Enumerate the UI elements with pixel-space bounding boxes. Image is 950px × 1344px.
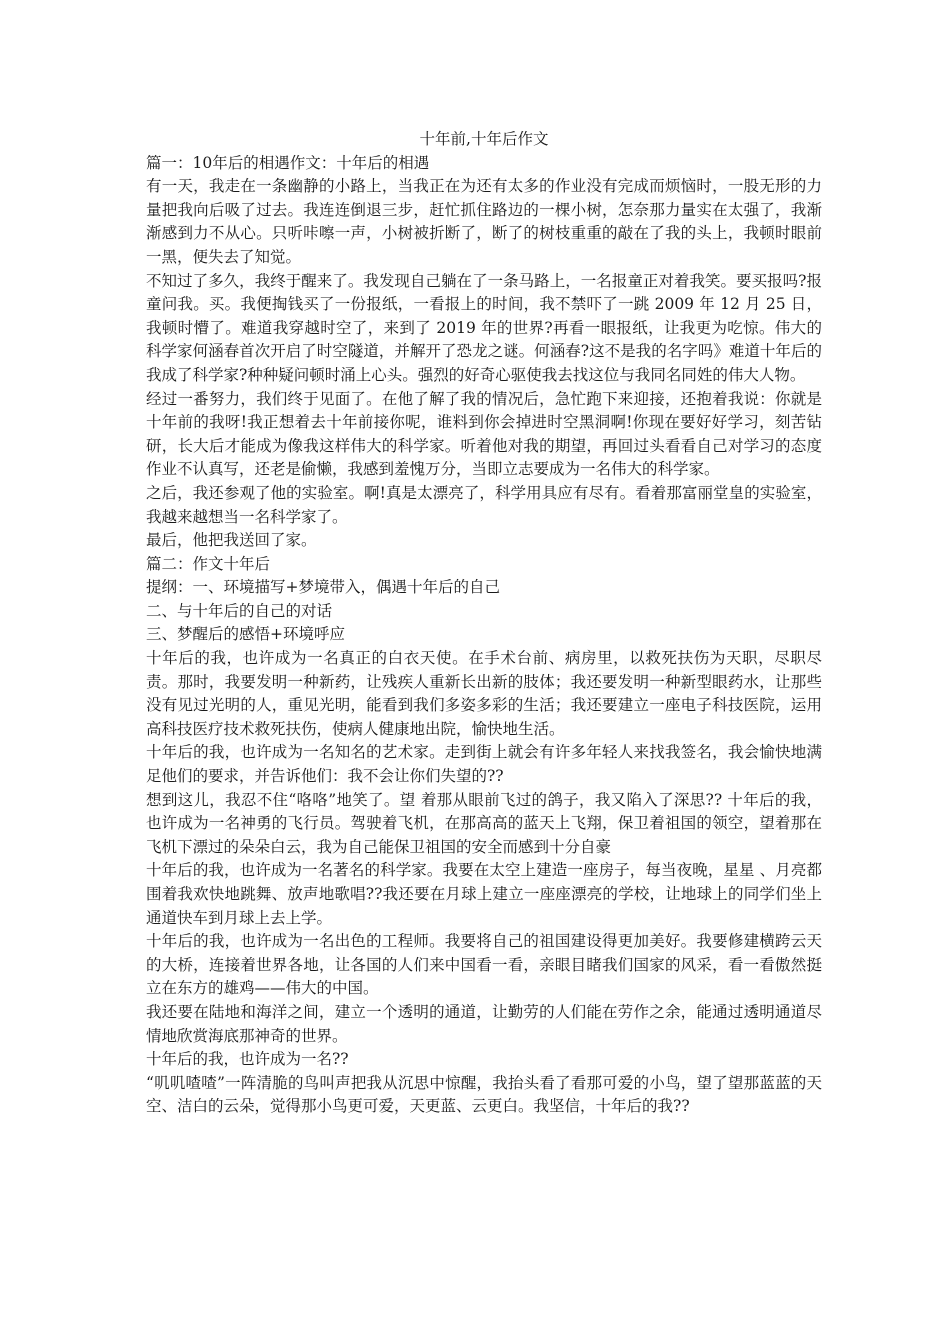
paragraph: 十年后的我，也许成为一名真正的白衣天使。在手术台前、病房里，以救死扶伤为天职，尽职尽责。那时，我要发明一种新药，让残疾人重新长出新的肢体；我还要发明一种新型眼药水，让那些没有见过光明的人，重见光明，能看到我们多姿多彩的生活；我还要建立一座电子科技医院，运用高科技医疗技术救死扶伤，使病人健康地出院，愉快地生活。 bbox=[146, 649, 822, 738]
paragraph: 经过一番努力，我们终于见面了。在他了解了我的情况后，急忙跑下来迎接，还抱着我说：你就是十年前的我呀!我正想着去十年前接你呢，谁料到你会掉进时空黑洞啊!你现在要好好学习，刻苦钻研，长大后才能成为像我这样伟大的科学家。听着他对我的期望，再回过头看看自己对学习的态度作业不认真写，还老是偷懒，我感到羞愧万分，当即立志要成为一名伟大的科学家。 bbox=[146, 389, 822, 479]
paragraph: 我还要在陆地和海洋之间，建立一个透明的通道，让勤劳的人们能在劳作之余，能通过透明通道尽情地欣赏海底那神奇的世界。 bbox=[146, 1002, 822, 1045]
paragraph: 之后，我还参观了他的实验室。啊!真是太漂亮了，科学用具应有尽有。看着那富丽堂皇的实验室，我越来越想当一名科学家了。 bbox=[146, 483, 822, 526]
paragraph: 想到这儿，我忍不住“咯咯”地笑了。望 着那从眼前飞过的鸽子，我又陷入了深思?? 十年后的我，也许成为一名神勇的飞行员。驾驶着飞机，在那高高的蓝天上飞翔，保卫着祖国的领空，望着那在飞机下漂过的朵朵白云，我为自己能保卫祖国的安全而感到十分自豪 bbox=[146, 790, 822, 856]
paragraph: 十年后的我，也许成为一名知名的艺术家。走到街上就会有许多年轻人来找我签名，我会愉快地满足他们的要求，并告诉他们：我不会让你们失望的?? bbox=[146, 743, 822, 786]
paragraph: 不知过了多久，我终于醒来了。我发现自己躺在了一条马路上，一名报童正对着我笑。要买报吗?报童问我。买。我便掏钱买了一份报纸，一看报上的时间，我不禁吓了一跳 2009 年 12 月 25 日，我顿时懵了。难道我穿越时空了，来到了 2019 年的世界?再看一眼报纸，让我更为吃惊。伟大的科学家何涵春首次开启了时空隧道，并解开了恐龙之谜。何涵春?这不是我的名字吗》难道十年后的我成了科学家?种种疑问顿时涌上心头。强烈的好奇心驱使我去找这位与我同名同姓的伟大人物。 bbox=[146, 271, 822, 384]
document-page bbox=[146, 128, 822, 1119]
paragraph: 最后，他把我送回了家。 bbox=[146, 531, 317, 550]
paragraph: 篇一：10年后的相遇作文：十年后的相遇 bbox=[146, 153, 430, 172]
paragraph: 十年后的我，也许成为一名著名的科学家。我要在太空上建造一座房子，每当夜晚，星星 、月亮都围着我欢快地跳舞、放声地歌唱??我还要在月球上建立一座座漂亮的学校，让地球上的同学们坐上通道快车到月球上去上学。 bbox=[146, 861, 822, 927]
paragraph: 十年后的我，也许成为一名?? bbox=[146, 1050, 349, 1069]
paragraph: 有一天，我走在一条幽静的小路上，当我正在为还有太多的作业没有完成而烦恼时，一股无形的力量把我向后吸了过去。我连连倒退三步，赶忙抓住路边的一棵小树，怎奈那力量实在太强了，我渐渐感到力不从心。只听咔嚓一声，小树被折断了，断了的树枝重重的敲在了我的头上，我顿时眼前一黑，便失去了知觉。 bbox=[146, 177, 822, 266]
paragraph: 十年后的我，也许成为一名出色的工程师。我要将自己的祖国建设得更加美好。我要修建横跨云天的大桥，连接着世界各地，让各国的人们来中国看一看，亲眼目睹我们国家的风采，看一看傲然挺立在东方的雄鸡——伟大的中国。 bbox=[146, 932, 822, 998]
paragraph: 二、与十年后的自己的对话 bbox=[146, 601, 333, 620]
paragraph: 提纲：一、环境描写+梦境带入，偶遇十年后的自己 bbox=[146, 578, 500, 597]
document-title: 十年前,十年后作文 bbox=[419, 130, 549, 148]
paragraph: “叽叽喳喳”一阵清脆的鸟叫声把我从沉思中惊醒，我抬头看了看那可爱的小鸟，望了望那蓝蓝的天空、洁白的云朵，觉得那小鸟更可爱，天更蓝、云更白。我坚信，十年后的我?? bbox=[146, 1073, 822, 1116]
section-heading: 篇二：作文十年后 bbox=[146, 554, 271, 573]
paragraph: 三、梦醒后的感悟+环境呼应 bbox=[146, 625, 345, 644]
